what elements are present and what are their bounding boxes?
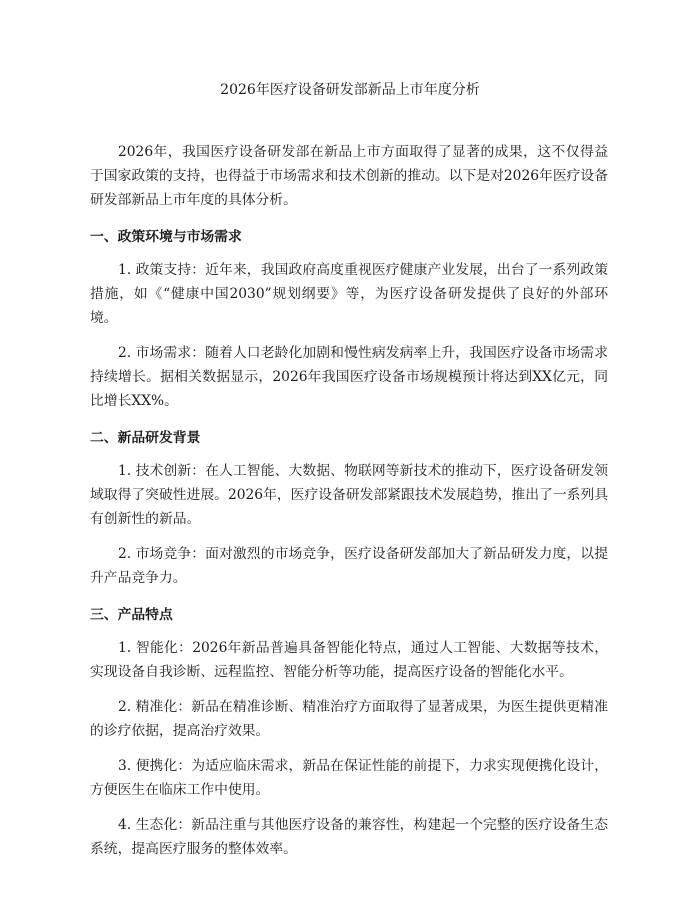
paragraph-intelligent: 1. 智能化：2026年新品普遍具备智能化特点，通过人工智能、大数据等技术，实现设备自我诊断、远程监控、智能分析等功能，提高医疗设备的智能化水平。 <box>90 640 608 680</box>
paragraph-tech-innovation: 1. 技术创新：在人工智能、大数据、物联网等新技术的推动下，医疗设备研发领域取得了突破性进展。2026年，医疗设备研发部紧跟技术发展趋势，推出了一系列具有创新性的新品。 <box>90 463 609 527</box>
intro-paragraph: 2026年，我国医疗设备研发部在新品上市方面取得了显著的成果，这不仅得益于国家政策的支持，也得益于市场需求和技术创新的推动。以下是对2026年医疗设备研发部新品上市年度的具体分析。 <box>90 144 609 208</box>
section-product-features <box>90 604 608 861</box>
section-policy-market <box>90 226 608 413</box>
paragraph-policy-support: 1. 政策支持：近年来，我国政府高度重视医疗健康产业发展，出台了一系列政策措施，如《“健康中国2030”规划纲要》等，为医疗设备研发提供了良好的外部环境。 <box>90 262 608 326</box>
paragraph-portable: 3. 便携化：为适应临床需求，新品在保证性能的前提下，力求实现便携化设计，方便医生在临床工作中使用。 <box>90 758 608 798</box>
paragraph-precision: 2. 精准化：新品在精准诊断、精准治疗方面取得了显著成果，为医生提供更精准的诊疗依据，提高治疗效果。 <box>90 699 608 739</box>
section-heading: 二、新品研发背景 <box>90 430 201 446</box>
section-heading: 三、产品特点 <box>90 607 173 623</box>
document-body <box>90 140 608 875</box>
document-title: 2026年医疗设备研发部新品上市年度分析 <box>220 82 480 98</box>
paragraph-market-demand: 2. 市场需求：随着人口老龄化加剧和慢性病发病率上升，我国医疗设备市场需求持续增长。据相关数据显示，2026年我国医疗设备市场规模预计将达到XX亿元，同比增长XX%。 <box>90 345 608 409</box>
section-rd-background <box>90 427 608 590</box>
paragraph-ecosystem: 4. 生态化：新品注重与其他医疗设备的兼容性，构建起一个完整的医疗设备生态系统，提高医疗服务的整体效率。 <box>90 817 608 857</box>
section-heading: 一、政策环境与市场需求 <box>90 229 242 245</box>
paragraph-market-competition: 2. 市场竞争：面对激烈的市场竞争，医疗设备研发部加大了新品研发力度，以提升产品竞争力。 <box>90 546 608 586</box>
